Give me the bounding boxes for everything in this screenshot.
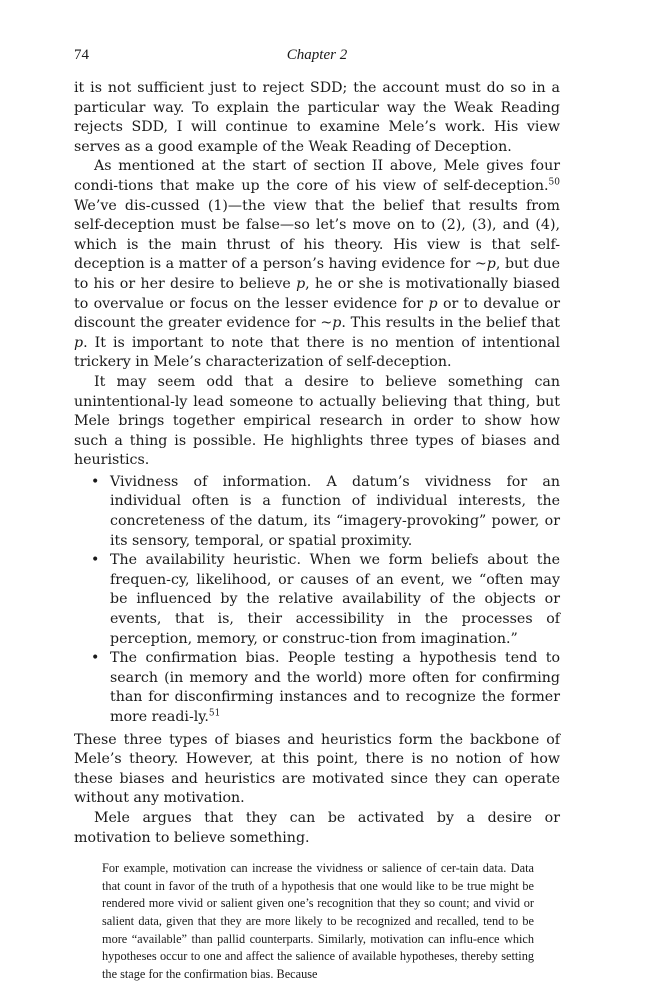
p-symbol: p [296, 275, 306, 292]
body-text [74, 79, 560, 983]
paragraph-5: Mele argues that they can be activated by a desire or motivation to believe something. [74, 809, 560, 846]
not-p-symbol: ~p [320, 315, 342, 332]
list-item [91, 649, 560, 727]
list-item-text: The confirmation bias. People testing a hypothesis tend to search (in memory and the world) more often for confirming than for disconfirming instances and to recognize the former more readi-ly. [110, 650, 560, 725]
list-item [91, 551, 560, 649]
list-item-text: The availability heuristic. When we form beliefs about the frequen-cy, likelihood, or causes of an event, we “often may be influenced by the relative availability of the objects or events, that is, their accessibility in the processes of perception, memory, or construc-tion from imagination.” [110, 552, 560, 647]
paragraph-2-text-d: , he or she is motivationally biased to overvalue or focus on the lesser evidence for [74, 275, 560, 312]
list-item [91, 473, 560, 551]
not-p-symbol: ~p [474, 256, 496, 273]
p-symbol: p [74, 334, 84, 351]
paragraph-2-text-f: . This results in the belief that [341, 315, 560, 332]
page-number: 74 [74, 47, 89, 63]
paragraph-2 [74, 157, 560, 373]
page-header [74, 47, 560, 67]
paragraph-3: It may seem odd that a desire to believe something can unintentional-ly lead someone to actually believing that thing, but Mele brings together empirical research in order to show how such a thing is possible. He highlights three types of biases and heuristics. [74, 373, 560, 469]
paragraph-1: it is not sufficient just to reject SDD; the account must do so in a particular way. To explain the particular way the Weak Reading rejects SDD, I will continue to examine Mele’s work. His view serves as a good example of the Weak Reading of Deception. [74, 80, 560, 155]
footnote-ref-51: 51 [208, 708, 221, 719]
paragraph-2-text-b: We’ve dis-cussed (1)—the view that the belief that results from self-deception must be false—so let’s move on to (2), (3), and (4), which is the main thrust of his theory. His view is that self-deception is a matter of a person’s having evidence for [74, 197, 560, 273]
list-item-text: Vividness of information. A datum’s vividness for an individual often is a function of individual interests, the concreteness of the datum, its “imagery-provoking” power, or its sensory, temporal, or spatial proximity. [110, 473, 560, 549]
paragraph-2-text-g: . It is important to note that there is no mention of intentional trickery in Mele’s characterization of self-deception. [74, 334, 560, 371]
running-head: Chapter 2 [286, 47, 348, 63]
paragraph-4: These three types of biases and heuristics form the backbone of Mele’s theory. However, at this point, there is no notion of how these biases and heuristics are motivated since they can operate without any motivation. [74, 731, 560, 807]
block-quote: For example, motivation can increase the vividness or salience of cer-tain data. Data that count in favor of the truth of a hypothesis that one would like to be true might be rendered more vivid or salient given one’s recognition that they so count; and vivid or salient data, given that they are more likely to be recognized and recalled, tend to be more “available” than pallid counterparts. Similarly, motivation can influ-ence which hypotheses occur to one and affect the salience of available hypotheses, thereby setting the stage for the confirmation bias. Because [102, 861, 534, 981]
p-symbol: p [428, 295, 438, 312]
paragraph-2-text-c: , but due to his or her desire to believe [74, 256, 560, 292]
bullet-icon: • [91, 552, 100, 569]
paragraph-2-text-e: or to devalue or discount the greater evidence for [74, 295, 560, 332]
footnote-ref-50: 50 [548, 177, 560, 188]
paragraph-2-text-a: As mentioned at the start of section II above, Mele gives four condi-tions that make up the core of his view of self-deception. [74, 158, 560, 194]
bullet-icon: • [91, 650, 100, 667]
bias-list [74, 473, 560, 728]
bullet-icon: • [91, 473, 100, 490]
